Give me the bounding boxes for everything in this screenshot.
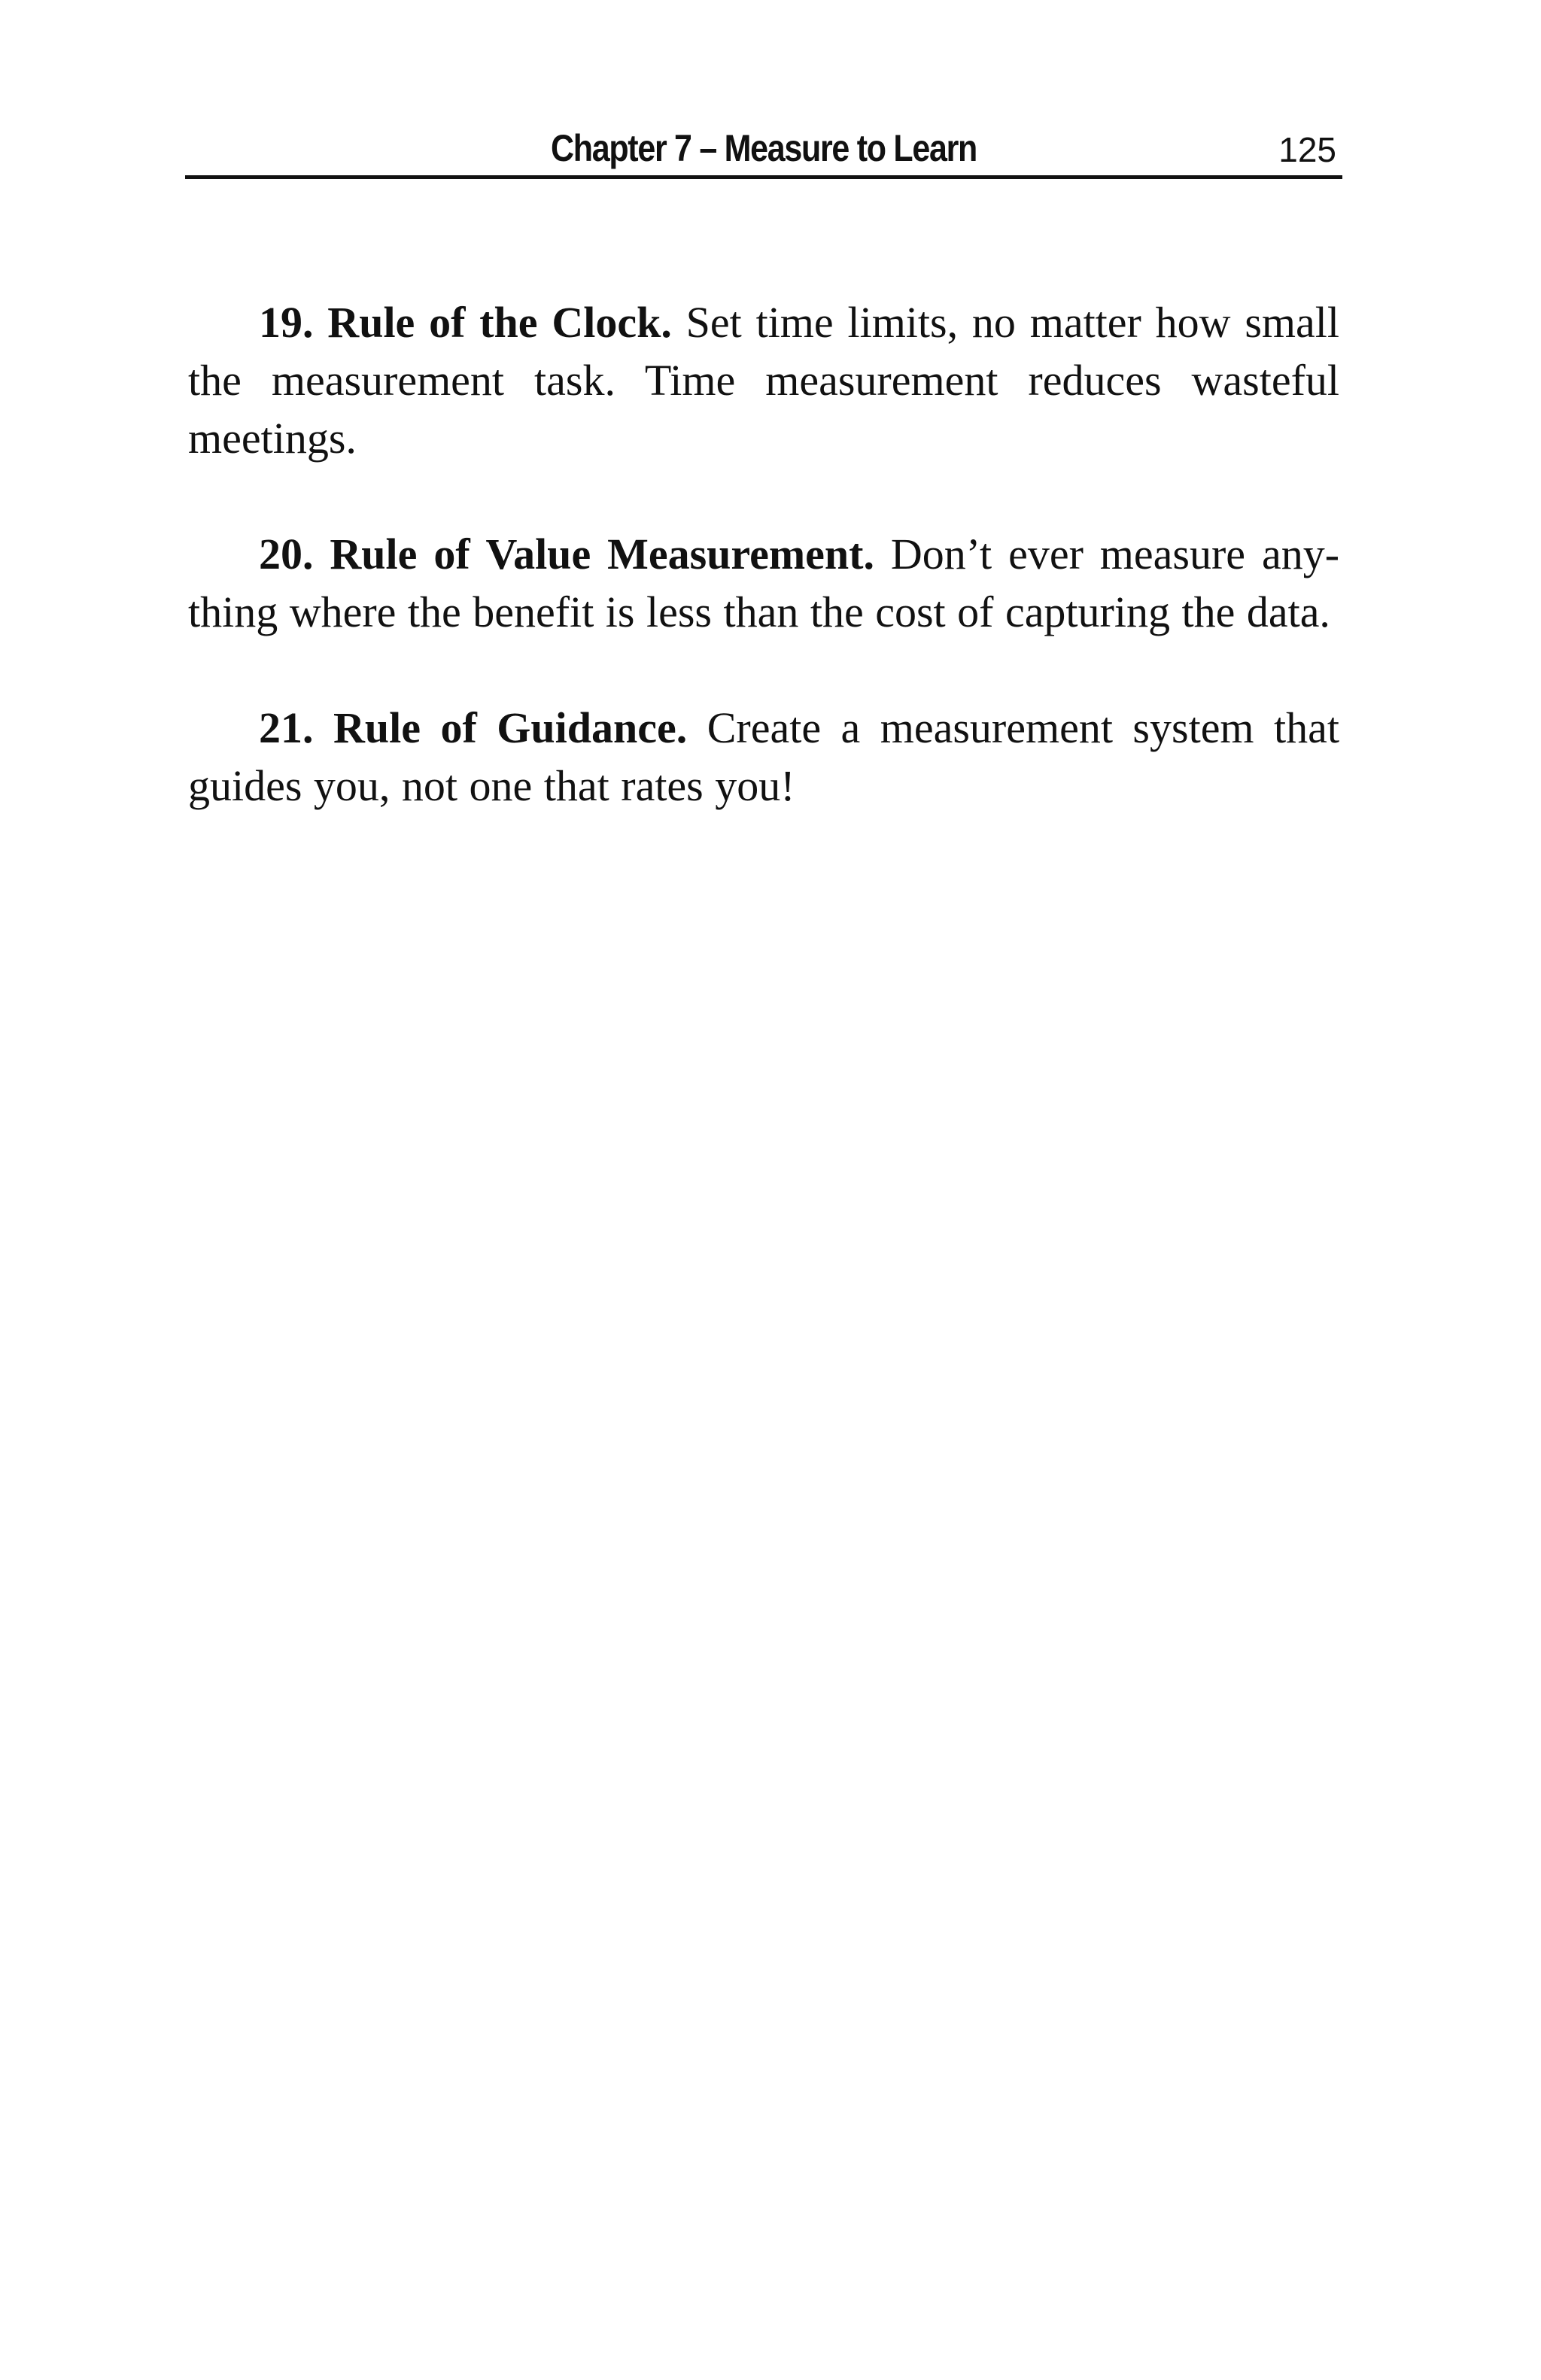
header-rule — [185, 175, 1342, 179]
running-header — [185, 119, 1342, 179]
rule-paragraph-19 — [188, 293, 1339, 467]
rule-text: Set time limits, no matter how small the measurement task. Time measurement reduces wasteful meetings. — [188, 298, 1340, 463]
rule-heading: 21. Rule of Guidance. — [259, 703, 688, 752]
rule-heading: 19. Rule of the Clock. — [259, 298, 672, 347]
body-text — [188, 293, 1339, 873]
rule-paragraph-21 — [188, 699, 1339, 815]
rule-text: Create a measurement system that guides you, not one that rates you! — [188, 703, 1339, 810]
rule-heading: 20. Rule of Value Measurement. — [259, 530, 874, 578]
chapter-title: Chapter 7 – Measure to Learn — [550, 127, 977, 169]
rule-text: Don’t ever measure any-thing where the benefit is less than the cost of capturing the data. — [188, 530, 1340, 636]
page-number: 125 — [1278, 130, 1336, 169]
rule-paragraph-20 — [188, 525, 1339, 641]
